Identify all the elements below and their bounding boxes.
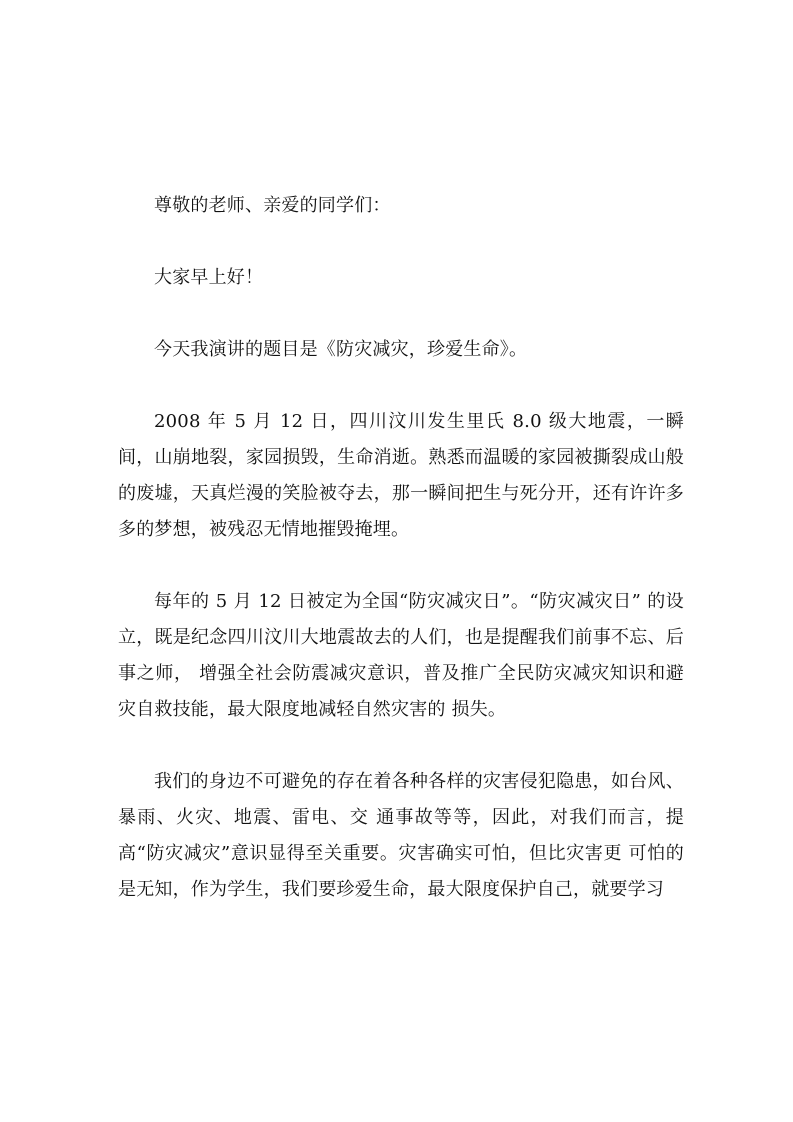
body-paragraph-1: 2008 年 5 月 12 日，四川汶川发生里氏 8.0 级大地震，一瞬间，山崩地裂，家园损毁，生命消逝。熟悉而温暖的家园被撕裂成山般的废墟，天真烂漫的笑脸被夺去，那一瞬间把生与死分开，还有许许多多的梦想，被残忍无情地摧毁掩埋。 bbox=[118, 411, 684, 540]
paragraph-spacer bbox=[118, 224, 684, 260]
paragraph-spacer bbox=[118, 728, 684, 764]
greeting-line: 大家早上好！ bbox=[154, 267, 264, 288]
salutation-line: 尊敬的老师、亲爱的同学们： bbox=[154, 195, 391, 216]
speech-title-line: 今天我演讲的题目是《防灾减灾，珍爱生命》。 bbox=[154, 339, 528, 360]
document-body bbox=[118, 188, 684, 908]
paragraph-spacer bbox=[118, 368, 684, 404]
paragraph-spacer bbox=[118, 548, 684, 584]
body-paragraph-2: 每年的 5 月 12 日被定为全国“防灾减灾日”。“防灾减灾日” 的设立，既是纪念四川汶川大地震故去的人们，也是提醒我们前事不忘、后事之师， 增强全社会防震减灾意识，普及推广全民防灾减灾知识和避灾自救技能，最大限度地减轻自然灾害的 损失。 bbox=[118, 591, 684, 720]
paragraph-spacer bbox=[118, 296, 684, 332]
body-paragraph-3: 我们的身边不可避免的存在着各种各样的灾害侵犯隐患，如台风、暴雨、火灾、地震、雷电、交 通事故等等，因此，对我们而言，提高“防灾减灾”意识显得至关重要。灾害确实可怕，但比灾害更 可怕的是无知，作为学生，我们要珍爱生命，最大限度保护自己，就要学习 bbox=[118, 771, 684, 900]
